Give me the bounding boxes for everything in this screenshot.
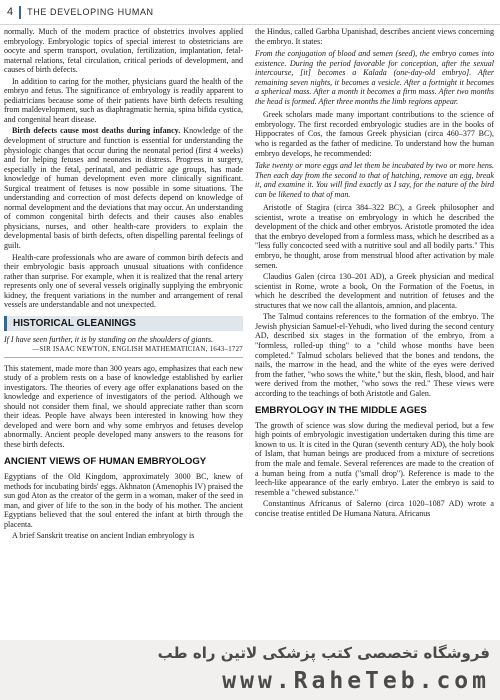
running-title: THE DEVELOPING HUMAN xyxy=(27,7,154,17)
block-quote: Take twenty or more eggs and let them be incubated by two or more hens. Then each day from the second to that of hatching, remove an egg, break it, and examine it. You will find exactly as I say, for the nature of the bird can be likened to that of man. xyxy=(255,161,494,199)
paragraph xyxy=(4,126,243,250)
paragraph: The growth of science was slow during the medieval period, but a few high points of embryologic investigation undertaken during this time are known to us. It is cited in the Quran (seventh century AD), the holy book of Islam, that human beings are produced from a mixture of secretions from the male and female. Several references are made to the creation of a human being from a nutfa ("small drop"). Reference is made to the leech-like appearance of the early embryo. Later the embryo is said to resemble a "chewed substance." xyxy=(255,420,494,497)
header-divider xyxy=(19,6,21,19)
paragraph: the Hindus, called Garbha Upanishad, describes ancient views concerning the embryo. It states: xyxy=(255,27,494,46)
left-column xyxy=(4,27,243,633)
watermark-site-text: www.RaheTeb.com xyxy=(222,668,490,694)
page-number: 4 xyxy=(7,6,14,18)
paragraph: normally. Much of the modern practice of obstetrics involves applied embryology. Embryologic topics of special interest to obstetricians are oocyte and sperm transport, ovulation, fertilization, implantation, fetal-maternal relations, fetal circulation, critical periods of development, and causes of birth defects. xyxy=(4,27,243,75)
right-column xyxy=(255,27,494,633)
page-header xyxy=(0,0,500,25)
paragraph: The Talmud contains references to the formation of the embryo. The Jewish physician Samuel-el-Yehudi, who lived during the second century AD, described six stages in the formation of the embryo, from a "formless, rolled-up thing" to a "child whose months have been completed." Talmud scholars believed that the bones and tendons, the nails, the marrow in the head, and the white of the eyes were derived from the father, "who sows the white," but the skin, flesh, blood, and hair were derived from the mother, "who sows the red." These views were according to the teachings of both Aristotle and Galen. xyxy=(255,312,494,398)
paragraph: Health-care professionals who are aware of common birth defects and their embryologic basis approach unusual situations with confidence rather than surprise. For example, when it is realized that the renal artery represents only one of several vessels originally supplying the embryonic kidney, the frequent variations in the number and arrangement of renal vessels are understandable and not unexpected. xyxy=(4,252,243,310)
paragraph: Greek scholars made many important contributions to the science of embryology. The first recorded embryologic studies are in the books of Hippocrates of Cos, the famous Greek physician (circa 460–377 BC), who is regarded as the father of medicine. To understand how the human embryo develops, he recommended: xyxy=(255,110,494,158)
page-body xyxy=(4,27,494,633)
epigraph: If I have seen further, it is by standing on the shoulders of giants. xyxy=(4,335,213,345)
watermark-banner xyxy=(0,640,500,700)
paragraph: Egyptians of the Old Kingdom, approximately 3000 BC, knew of methods for incubating birds' eggs. Akhnaton (Amenophis IV) praised the sun god Aton as the creator of the germ in a woman, maker of the seed in man, and giver of life to the son in the body of his mother. The ancient Egyptians believed that the soul entered the infant at birth through the placenta. xyxy=(4,471,243,529)
paragraph: Constantinus Africanus of Salerno (circa 1020–1087 AD) wrote a concise treatise entitled De Humana Natura. Africanus xyxy=(255,499,494,518)
paragraph: A brief Sanskrit treatise on ancient Indian embryology is xyxy=(12,531,195,541)
paragraph: Aristotle of Stagira (circa 384–322 BC), a Greek philosopher and scientist, wrote a treatise on embryology in which he described the development of the chick and other embryos. Aristotle promoted the idea that the embryo developed from a formless mass, which he described as a "less fully concocted seed with a nutritive soul and all bodily parts." This embryo, he thought, arose from menstrual blood after activation by male semen. xyxy=(255,203,494,270)
paragraph-text: Knowledge of the development of structure and function is essential for understanding the physiologic changes that occur during the neonatal period (first 4 weeks) and for helping fetuses and neonates in distress. Progress in surgery, especially in the fetal, perinatal, and pediatric age groups, has made knowledge of human development even more clinically significant. Surgical treatment of fetuses is now possible in some situations. The understanding and correction of most defects depend on knowledge of normal development and the deviations that may occur. An understanding of common congenital birth defects and their causes also enables physicians, nurses, and other health-care providers to explain the developmental basis of birth defects, often dispelling parental feelings of guilt. xyxy=(4,126,243,251)
epigraph-attribution: —SIR ISAAC NEWTON, ENGLISH MATHEMATICIAN, 1643–1727 xyxy=(4,345,243,358)
block-quote: From the conjugation of blood and semen (seed), the embryo comes into existence. During the period favorable for conception, after the sexual intercourse, [it] becomes a Kalada (one-day-old embryo]. After remaining seven nights, it becomes a vesicle. After a fortnight it becomes a spherical mass. After a month it becomes a firm mass. After two months the head is formed. After three months the limb regions appear. xyxy=(255,49,494,106)
paragraph: This statement, made more than 300 years ago, emphasizes that each new study of a problem rests on a base of knowledge established by earlier investigators. The theories of every age offer explanations based on the knowledge and experience of investigators of the period. Although we should not consider them final, we should appreciate rather than scorn their ideas. People have always been interested in knowing how they developed and were born and why some embryos and fetuses develop abnormally. Ancient people developed many answers to the reasons for these birth defects. xyxy=(4,363,243,449)
section-heading: EMBRYOLOGY IN THE MIDDLE AGES xyxy=(255,405,427,417)
paragraph: In addition to caring for the mother, physicians guard the health of the embryo and fetus. The significance of embryology is readily apparent to pediatricians because some of their patients have birth defects resulting from maldevelopment, such as diaphragmatic hernia, spina bifida cystica, and congenital heart disease. xyxy=(4,76,243,124)
section-title: HISTORICAL GLEANINGS xyxy=(13,317,136,329)
section-banner xyxy=(4,316,243,332)
section-heading: ANCIENT VIEWS OF HUMAN EMBRYOLOGY xyxy=(4,456,207,468)
lead-phrase: Birth defects cause most deaths during infancy. xyxy=(12,126,181,136)
watermark-persian-text: فروشگاه تخصصی کتب پزشکی لاتین راه طب xyxy=(157,644,490,662)
paragraph: Claudius Galen (circa 130–201 AD), a Greek physician and medical scientist in Rome, wrote a book, On the Formation of the Foetus, in which he described the development and nutrition of fetuses and the structures that we now call the allantois, amnion, and placenta. xyxy=(255,272,494,310)
